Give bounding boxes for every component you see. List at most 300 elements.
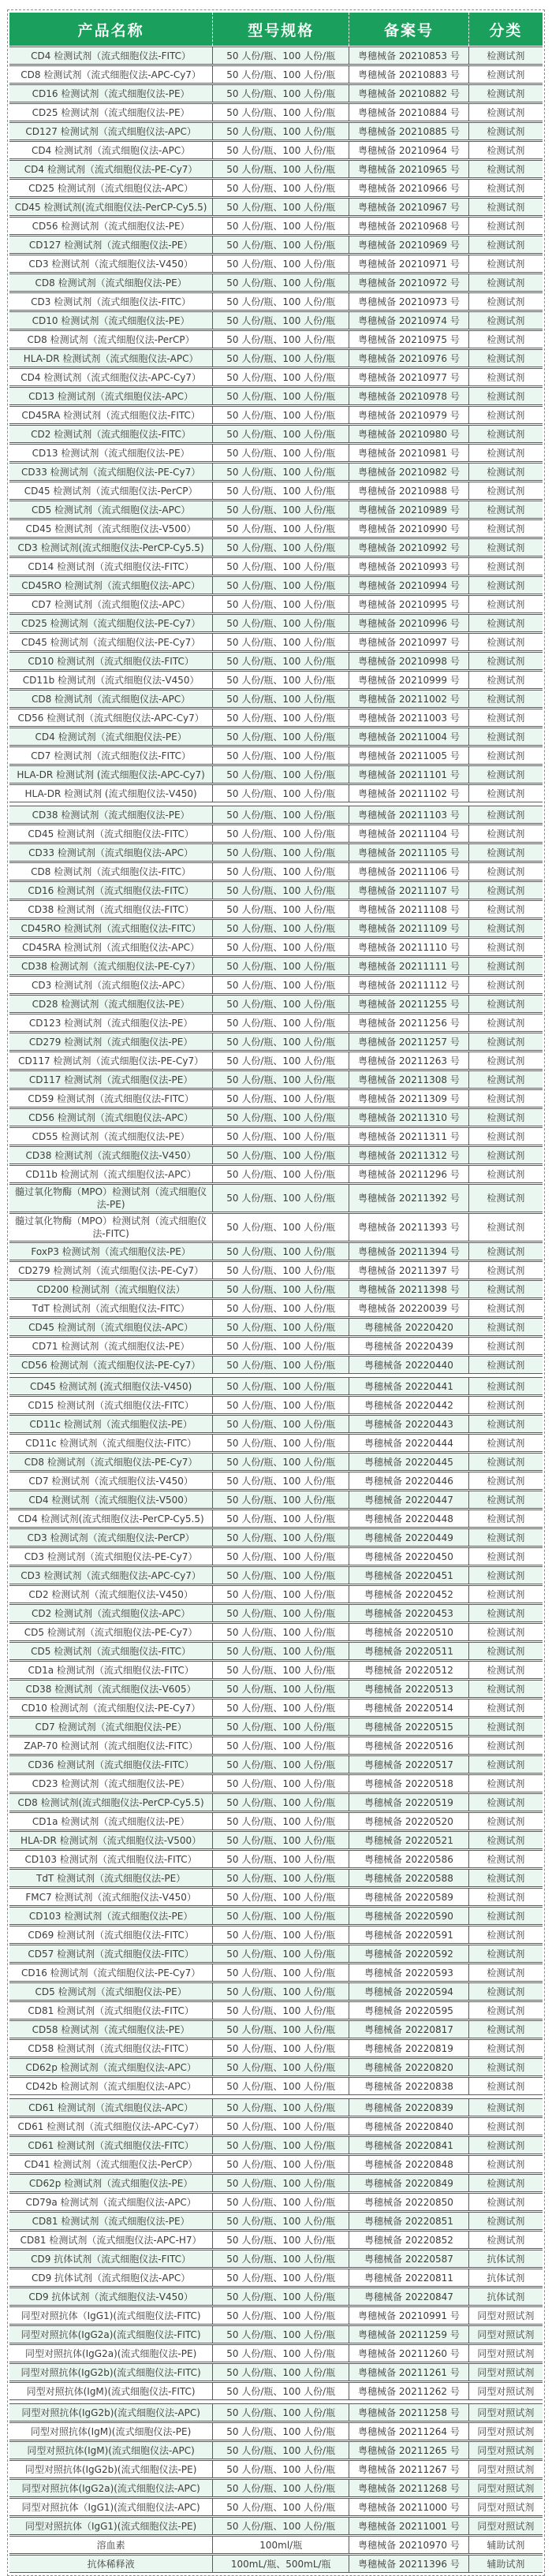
table-row: [9, 1831, 543, 1849]
spec-cell: 50 人份/瓶、100 人份/瓶: [213, 957, 349, 975]
product_name-cell: CD4 检测试剂（流式细胞仪法-FITC）: [9, 47, 213, 65]
spec-cell: 50 人份/瓶、100 人份/瓶: [213, 1184, 349, 1212]
table-row: [9, 1528, 543, 1547]
spec-cell: 50 人份/瓶、100 人份/瓶: [213, 2460, 349, 2478]
category-cell: 检测试剂: [469, 576, 543, 594]
category-cell: 检测试剂: [469, 2020, 543, 2038]
registration_no-cell: 粤穗械备 20211112 号: [349, 976, 468, 994]
product_name-cell: CD4 检测试剂（流式细胞仪法-PE）: [9, 728, 213, 746]
registration_no-cell: 粤穗械备 20210971 号: [349, 255, 468, 273]
spec-cell: 50 人份/瓶、100 人份/瓶: [213, 2363, 349, 2381]
category-cell: 检测试剂: [469, 47, 543, 65]
product_name-cell: CD9 抗体试剂（流式细胞仪法-V450）: [9, 2288, 213, 2306]
product_name-cell: CD2 检测试剂（流式细胞仪法-V450）: [9, 1585, 213, 1603]
registration_no-cell: 粤穗械备 20210999 号: [349, 671, 468, 689]
category-cell: 检测试剂: [469, 557, 543, 575]
table-row: [9, 1356, 543, 1374]
category-cell: 检测试剂: [469, 690, 543, 708]
spec-cell: 50 人份/瓶、100 人份/瓶: [213, 2212, 349, 2230]
spec-cell: 50 人份/瓶、100 人份/瓶: [213, 368, 349, 386]
spec-cell: 50 人份/瓶、100 人份/瓶: [213, 1434, 349, 1452]
product_name-cell: CD11c 检测试剂（流式细胞仪法-PE）: [9, 1415, 213, 1433]
table-row: [9, 368, 543, 386]
spec-cell: 50 人份/瓶、100 人份/瓶: [213, 746, 349, 765]
table-row: [9, 900, 543, 918]
product_name-cell: CD45 检测试剂（流式细胞仪法-FITC）: [9, 825, 213, 843]
spec-cell: 50 人份/瓶、100 人份/瓶: [213, 2344, 349, 2362]
registration_no-cell: 粤穗械备 20210966 号: [349, 179, 468, 197]
product_name-cell: CD69 检测试剂（流式细胞仪法-FITC）: [9, 1926, 213, 1944]
category-cell: 检测试剂: [469, 463, 543, 481]
spec-cell: 50 人份/瓶、100 人份/瓶: [213, 274, 349, 292]
registration_no-cell: 粤穗械备 20220517: [349, 1755, 468, 1774]
registration_no-cell: 粤穗械备 20211109 号: [349, 919, 468, 937]
product_name-cell: CD10 检测试剂（流式细胞仪法-FITC）: [9, 652, 213, 670]
category-cell: 检测试剂: [469, 2098, 543, 2116]
product_name-cell: 同型对照抗体（IgG1)(流式细胞仪法-FITC): [9, 2306, 213, 2325]
category-cell: 检测试剂: [469, 825, 543, 843]
product_name-cell: CD3 检测试剂（流式细胞仪法-FITC）: [9, 292, 213, 311]
category-cell: 检测试剂: [469, 938, 543, 956]
table-row: [9, 198, 543, 216]
table-page-5: [9, 2403, 543, 2574]
registration_no-cell: 粤穗械备 20210965 号: [349, 160, 468, 178]
column-header-spec: 型号规格: [213, 13, 349, 46]
spec-cell: 50 人份/瓶、100 人份/瓶: [213, 938, 349, 956]
registration_no-cell: 粤穗械备 20211265 号: [349, 2441, 468, 2459]
category-cell: 检测试剂: [469, 122, 543, 140]
category-cell: 检测试剂: [469, 728, 543, 746]
spec-cell: 50 人份/瓶、100 人份/瓶: [213, 2155, 349, 2173]
registration_no-cell: 粤穗械备 20211260 号: [349, 2344, 468, 2362]
registration_no-cell: 粤穗械备 20220586: [349, 1850, 468, 1868]
spec-cell: 50 人份/瓶、100 人份/瓶: [213, 1869, 349, 1887]
registration_no-cell: 粤穗械备 20211002 号: [349, 690, 468, 708]
product_name-cell: CD7 检测试剂（流式细胞仪法-APC）: [9, 595, 213, 613]
product_name-cell: CD57 检测试剂（流式细胞仪法-FITC）: [9, 1945, 213, 1963]
spec-cell: 50 人份/瓶、100 人份/瓶: [213, 671, 349, 689]
registration_no-cell: 粤穗械备 20220839: [349, 2098, 468, 2116]
registration_no-cell: 粤穗械备 20220516: [349, 1737, 468, 1755]
registration_no-cell: 粤穗械备 20211005 号: [349, 746, 468, 765]
product_name-cell: CD45RO 检测试剂（流式细胞仪法-APC）: [9, 576, 213, 594]
column-header-category: 分类: [469, 13, 543, 46]
spec-cell: 50 人份/瓶、100 人份/瓶: [213, 784, 349, 802]
spec-cell: 50 人份/瓶、100 人份/瓶: [213, 765, 349, 784]
registration_no-cell: 粤穗械备 20220589: [349, 1888, 468, 1906]
category-cell: 检测试剂: [469, 1318, 543, 1336]
registration_no-cell: 粤穗械备 20220851: [349, 2212, 468, 2230]
registration_no-cell: 粤穗械备 20210968 号: [349, 217, 468, 235]
product_name-cell: TdT 检测试剂（流式细胞仪法-PE）: [9, 1869, 213, 1887]
category-cell: 检测试剂: [469, 1982, 543, 2001]
spec-cell: 50 人份/瓶、100 人份/瓶: [213, 1280, 349, 1298]
category-cell: 检测试剂: [469, 1280, 543, 1298]
category-cell: 检测试剂: [469, 1242, 543, 1260]
spec-cell: 50 人份/瓶、100 人份/瓶: [213, 1377, 349, 1395]
spec-cell: 50 人份/瓶、100 人份/瓶: [213, 2117, 349, 2135]
spec-cell: 50 人份/瓶、100 人份/瓶: [213, 444, 349, 462]
registration_no-cell: 粤穗械备 20220447: [349, 1491, 468, 1509]
spec-cell: 50 人份/瓶、100 人份/瓶: [213, 1945, 349, 1963]
spec-cell: 50 人份/瓶、100 人份/瓶: [213, 2517, 349, 2535]
category-cell: 检测试剂: [469, 862, 543, 880]
category-cell: 检测试剂: [469, 1755, 543, 1774]
registration_no-cell: 粤穗械备 20220811: [349, 2269, 468, 2287]
registration_no-cell: 粤穗械备 20210990 号: [349, 519, 468, 538]
category-cell: 检测试剂: [469, 1888, 543, 1906]
category-cell: 检测试剂: [469, 2174, 543, 2192]
category-cell: 检测试剂: [469, 1472, 543, 1490]
product_name-cell: HLA-DR 检测试剂（流式细胞仪法-V500）: [9, 1831, 213, 1849]
table-row: [9, 919, 543, 937]
spec-cell: 50 人份/瓶、100 人份/瓶: [213, 2288, 349, 2306]
category-cell: 检测试剂: [469, 1661, 543, 1679]
table-row: [9, 1566, 543, 1584]
table-row: [9, 1491, 543, 1509]
table-row: [9, 2212, 543, 2230]
registration_no-cell: 粤穗械备 20211268 号: [349, 2479, 468, 2497]
table-row: [9, 1680, 543, 1698]
category-cell: 检测试剂: [469, 1680, 543, 1698]
table-row: [9, 728, 543, 746]
table-page-4: [9, 2098, 543, 2401]
registration_no-cell: 粤穗械备 20211004 号: [349, 728, 468, 746]
registration_no-cell: 粤穗械备 20211264 号: [349, 2422, 468, 2440]
table-row: [9, 843, 543, 862]
registration_no-cell: 粤穗械备 20220848: [349, 2155, 468, 2173]
table-row: [9, 1509, 543, 1528]
product_name-cell: CD62p 检测试剂（流式细胞仪法-PE）: [9, 2174, 213, 2192]
product_name-cell: CD11c 检测试剂（流式细胞仪法-FITC）: [9, 1434, 213, 1452]
product-registration-table: [7, 9, 545, 2576]
spec-cell: 50 人份/瓶、100 人份/瓶: [213, 2001, 349, 2019]
product_name-cell: CD71 检测试剂（流式细胞仪法-PE）: [9, 1337, 213, 1355]
product_name-cell: CD10 检测试剂（流式细胞仪法-PE-Cy7）: [9, 1699, 213, 1717]
registration_no-cell: 粤穗械备 20211396 号: [349, 2555, 468, 2573]
spec-cell: 50 人份/瓶、100 人份/瓶: [213, 614, 349, 632]
registration_no-cell: 粤穗械备 20211263 号: [349, 1052, 468, 1070]
spec-cell: 50 人份/瓶、100 人份/瓶: [213, 1528, 349, 1547]
category-cell: 同型对照试剂: [469, 2363, 543, 2381]
registration_no-cell: 粤穗械备 20220514: [349, 1699, 468, 1717]
spec-cell: 50 人份/瓶、100 人份/瓶: [213, 2382, 349, 2400]
registration_no-cell: 粤穗械备 20220595: [349, 2001, 468, 2019]
registration_no-cell: 粤穗械备 20211310 号: [349, 1108, 468, 1126]
spec-cell: 50 人份/瓶、100 人份/瓶: [213, 141, 349, 159]
table-row: [9, 179, 543, 197]
product_name-cell: CD3 检测试剂（流式细胞仪法-PE-Cy7）: [9, 1547, 213, 1565]
category-cell: 检测试剂: [469, 1964, 543, 1982]
category-cell: 同型对照试剂: [469, 2479, 543, 2497]
category-cell: 同型对照试剂: [469, 2382, 543, 2400]
product_name-cell: CD61 检测试剂（流式细胞仪法-APC-Cy7）: [9, 2117, 213, 2135]
table-row: [9, 1737, 543, 1755]
category-cell: 检测试剂: [469, 1146, 543, 1164]
category-cell: 检测试剂: [469, 1491, 543, 1509]
table-row: [9, 1089, 543, 1107]
product_name-cell: 同型对照抗体(IgM)(流式细胞仪法-FITC): [9, 2382, 213, 2400]
registration_no-cell: 粤穗械备 20220850: [349, 2193, 468, 2211]
product_name-cell: TdT 检测试剂（流式细胞仪法-FITC）: [9, 1299, 213, 1317]
registration_no-cell: 粤穗械备 20220838: [349, 2077, 468, 2095]
table-row: [9, 1033, 543, 1051]
table-row: [9, 1964, 543, 1982]
product_name-cell: CD16 检测试剂（流式细胞仪法-PE-Cy7）: [9, 1964, 213, 1982]
spec-cell: 50 人份/瓶、100 人份/瓶: [213, 1299, 349, 1317]
product_name-cell: CD42b 检测试剂（流式细胞仪法-APC）: [9, 2077, 213, 2095]
registration_no-cell: 粤穗械备 20220817: [349, 2020, 468, 2038]
spec-cell: 50 人份/瓶、100 人份/瓶: [213, 1831, 349, 1849]
product_name-cell: CD103 检测试剂（流式细胞仪法-FITC）: [9, 1850, 213, 1868]
table-row: [9, 1165, 543, 1183]
spec-cell: 50 人份/瓶、100 人份/瓶: [213, 1213, 349, 1241]
category-cell: 抗体试剂: [469, 2250, 543, 2268]
registration_no-cell: 粤穗械备 20211259 号: [349, 2325, 468, 2343]
spec-cell: 50 人份/瓶、100 人份/瓶: [213, 1623, 349, 1641]
product_name-cell: 同型对照抗体(IgG2a)(流式细胞仪法-APC): [9, 2479, 213, 2497]
column-header-product_name: 产品名称: [9, 13, 213, 46]
registration_no-cell: 粤穗械备 20220587: [349, 2250, 468, 2268]
registration_no-cell: 粤穗械备 20220453: [349, 1604, 468, 1622]
category-cell: 检测试剂: [469, 1165, 543, 1183]
registration_no-cell: 粤穗械备 20211257 号: [349, 1033, 468, 1051]
product_name-cell: CD4 检测试剂（流式细胞仪法-APC-Cy7）: [9, 368, 213, 386]
product_name-cell: CD38 检测试剂（流式细胞仪法-PE）: [9, 806, 213, 824]
header-row: [9, 13, 543, 46]
category-cell: 检测试剂: [469, 1052, 543, 1070]
registration_no-cell: 粤穗械备 20210989 号: [349, 501, 468, 519]
category-cell: 检测试剂: [469, 1014, 543, 1032]
category-cell: 检测试剂: [469, 179, 543, 197]
product_name-cell: CD58 检测试剂（流式细胞仪法-PE）: [9, 2020, 213, 2038]
category-cell: 检测试剂: [469, 806, 543, 824]
registration_no-cell: 粤穗械备 20220510: [349, 1623, 468, 1641]
category-cell: 检测试剂: [469, 1509, 543, 1528]
product_name-cell: CD38 检测试剂（流式细胞仪法-FITC）: [9, 900, 213, 918]
registration_no-cell: 粤穗械备 20211107 号: [349, 881, 468, 899]
spec-cell: 50 人份/瓶、100 人份/瓶: [213, 1566, 349, 1584]
category-cell: 检测试剂: [469, 957, 543, 975]
category-cell: 同型对照试剂: [469, 2403, 543, 2422]
product_name-cell: CD2 检测试剂（流式细胞仪法-FITC）: [9, 425, 213, 443]
registration_no-cell: 粤穗械备 20220451: [349, 1566, 468, 1584]
table-row: [9, 501, 543, 519]
product_name-cell: 同型对照抗体(IgG2a)(流式细胞仪法-FITC): [9, 2325, 213, 2343]
category-cell: 检测试剂: [469, 2077, 543, 2095]
table-row: [9, 2479, 543, 2497]
product_name-cell: CD25 检测试剂（流式细胞仪法-PE-Cy7）: [9, 614, 213, 632]
table-row: [9, 957, 543, 975]
table-row: [9, 444, 543, 462]
product_name-cell: CD45 检测试剂(流式细胞仪法-PerCP-Cy5.5): [9, 198, 213, 216]
category-cell: 检测试剂: [469, 1377, 543, 1395]
spec-cell: 50 人份/瓶、100 人份/瓶: [213, 1964, 349, 1982]
table-row: [9, 47, 543, 65]
registration_no-cell: 粤穗械备 20220591: [349, 1926, 468, 1944]
product_name-cell: HLA-DR 检测试剂 (流式细胞仪法-APC-Cy7): [9, 765, 213, 784]
category-cell: 检测试剂: [469, 2001, 543, 2019]
category-cell: 检测试剂: [469, 633, 543, 651]
spec-cell: 50 人份/瓶、100 人份/瓶: [213, 406, 349, 424]
category-cell: 检测试剂: [469, 1737, 543, 1755]
table-row: [9, 2136, 543, 2154]
category-cell: 检测试剂: [469, 1089, 543, 1107]
table-row: [9, 2382, 543, 2400]
spec-cell: 50 人份/瓶、100 人份/瓶: [213, 2136, 349, 2154]
table-row: [9, 2403, 543, 2422]
category-cell: 检测试剂: [469, 1547, 543, 1565]
category-cell: 同型对照试剂: [469, 2325, 543, 2343]
category-cell: 检测试剂: [469, 1869, 543, 1887]
spec-cell: 50 人份/瓶、100 人份/瓶: [213, 65, 349, 84]
product_name-cell: CD81 检测试剂（流式细胞仪法-FITC）: [9, 2001, 213, 2019]
spec-cell: 50 人份/瓶、100 人份/瓶: [213, 1585, 349, 1603]
product_name-cell: CD25 检测试剂（流式细胞仪法-APC）: [9, 179, 213, 197]
spec-cell: 50 人份/瓶、100 人份/瓶: [213, 862, 349, 880]
product_name-cell: CD3 检测试剂（流式细胞仪法-PerCP）: [9, 1528, 213, 1547]
registration_no-cell: 粤穗械备 20210967 号: [349, 198, 468, 216]
table-row: [9, 2441, 543, 2459]
spec-cell: 50 人份/瓶、100 人份/瓶: [213, 122, 349, 140]
registration_no-cell: 粤穗械备 20210988 号: [349, 482, 468, 500]
table-row: [9, 633, 543, 651]
table-row: [9, 2306, 543, 2325]
spec-cell: 50 人份/瓶、100 人份/瓶: [213, 2077, 349, 2095]
registration_no-cell: 粤穗械备 20210883 号: [349, 65, 468, 84]
spec-cell: 50 人份/瓶、100 人份/瓶: [213, 1070, 349, 1089]
table-row: [9, 1547, 543, 1565]
table-page-2: [9, 805, 543, 1375]
table-row: [9, 881, 543, 899]
spec-cell: 50 人份/瓶、100 人份/瓶: [213, 1699, 349, 1717]
category-cell: 检测试剂: [469, 1585, 543, 1603]
table-row: [9, 1242, 543, 1260]
category-cell: 检测试剂: [469, 1033, 543, 1051]
product_name-cell: 同型对照抗体（IgG1)(流式细胞仪法-PE): [9, 2517, 213, 2535]
registration_no-cell: 粤穗械备 20211311 号: [349, 1127, 468, 1145]
table-row: [9, 1318, 543, 1336]
spec-cell: 50 人份/瓶、100 人份/瓶: [213, 1356, 349, 1374]
spec-cell: 50 人份/瓶、100 人份/瓶: [213, 1755, 349, 1774]
spec-cell: 50 人份/瓶、100 人份/瓶: [213, 425, 349, 443]
category-cell: 检测试剂: [469, 900, 543, 918]
table-row: [9, 2325, 543, 2343]
product_name-cell: HLA-DR 检测试剂 (流式细胞仪法-V450): [9, 784, 213, 802]
product_name-cell: CD7 检测试剂（流式细胞仪法-FITC）: [9, 746, 213, 765]
product_name-cell: CD38 检测试剂（流式细胞仪法-V450）: [9, 1146, 213, 1164]
product_name-cell: CD45 检测试剂 (流式细胞仪法-V450): [9, 1377, 213, 1395]
product_name-cell: 同型对照抗体（IgG1)(流式细胞仪法-APC): [9, 2498, 213, 2516]
registration_no-cell: 粤穗械备 20211103 号: [349, 806, 468, 824]
spec-cell: 50 人份/瓶、100 人份/瓶: [213, 538, 349, 557]
registration_no-cell: 粤穗械备 20211000 号: [349, 2498, 468, 2516]
spec-cell: 50 人份/瓶、100 人份/瓶: [213, 2250, 349, 2268]
category-cell: 检测试剂: [469, 1396, 543, 1414]
spec-cell: 100ml/瓶: [213, 2536, 349, 2554]
spec-cell: 50 人份/瓶、100 人份/瓶: [213, 976, 349, 994]
category-cell: 检测试剂: [469, 387, 543, 405]
spec-cell: 50 人份/瓶、100 人份/瓶: [213, 1509, 349, 1528]
product_name-cell: ZAP-70 检测试剂（流式细胞仪法-FITC）: [9, 1737, 213, 1755]
registration_no-cell: 粤穗械备 20211261 号: [349, 2363, 468, 2381]
registration_no-cell: 粤穗械备 20220820: [349, 2058, 468, 2076]
registration_no-cell: 粤穗械备 20220841: [349, 2136, 468, 2154]
spec-cell: 50 人份/瓶、100 人份/瓶: [213, 103, 349, 121]
registration_no-cell: 粤穗械备 20220441: [349, 1377, 468, 1395]
product_name-cell: 抗体稀释液: [9, 2555, 213, 2573]
table-row: [9, 2193, 543, 2211]
registration_no-cell: 粤穗械备 20220445: [349, 1453, 468, 1471]
table-row: [9, 825, 543, 843]
spec-cell: 50 人份/瓶、100 人份/瓶: [213, 1850, 349, 1868]
product_name-cell: CD10 检测试剂（流式细胞仪法-PE）: [9, 311, 213, 329]
registration_no-cell: 粤穗械备 20210978 号: [349, 387, 468, 405]
product_name-cell: CD55 检测试剂（流式细胞仪法-PE）: [9, 1127, 213, 1145]
product_name-cell: CD16 检测试剂（流式细胞仪法-FITC）: [9, 881, 213, 899]
registration_no-cell: 粤穗械备 20220443: [349, 1415, 468, 1433]
product_name-cell: CD1a 检测试剂（流式细胞仪法-FITC）: [9, 1661, 213, 1679]
category-cell: 检测试剂: [469, 1623, 543, 1641]
table-row: [9, 2058, 543, 2076]
registration_no-cell: 粤穗械备 20220840: [349, 2117, 468, 2135]
registration_no-cell: 粤穗械备 20210977 号: [349, 368, 468, 386]
registration_no-cell: 粤穗械备 20210993 号: [349, 557, 468, 575]
table-row: [9, 2344, 543, 2362]
product_name-cell: 髓过氧化物酶（MPO）检测试剂（流式细胞仪法-FITC): [9, 1213, 213, 1241]
product_name-cell: CD8 检测试剂（流式细胞仪法-APC）: [9, 690, 213, 708]
spec-cell: 50 人份/瓶、100 人份/瓶: [213, 709, 349, 727]
spec-cell: 50 人份/瓶、100 人份/瓶: [213, 881, 349, 899]
table-row: [9, 1014, 543, 1032]
registration_no-cell: 粤穗械备 20220588: [349, 1869, 468, 1887]
registration_no-cell: 粤穗械备 20220450: [349, 1547, 468, 1565]
registration_no-cell: 粤穗械备 20220819: [349, 2039, 468, 2057]
table-row: [9, 557, 543, 575]
product_name-cell: CD25 检测试剂（流式细胞仪法-PE）: [9, 103, 213, 121]
table-row: [9, 1337, 543, 1355]
spec-cell: 50 人份/瓶、100 人份/瓶: [213, 501, 349, 519]
product_name-cell: CD117 检测试剂（流式细胞仪法-PE-Cy7）: [9, 1052, 213, 1070]
spec-cell: 50 人份/瓶、100 人份/瓶: [213, 576, 349, 594]
spec-cell: 50 人份/瓶、100 人份/瓶: [213, 2306, 349, 2325]
category-cell: 检测试剂: [469, 784, 543, 802]
spec-cell: 50 人份/瓶、100 人份/瓶: [213, 2498, 349, 2516]
table-row: [9, 217, 543, 235]
table-row: [9, 765, 543, 784]
category-cell: 检测试剂: [469, 1699, 543, 1717]
table-row: [9, 330, 543, 348]
registration_no-cell: 粤穗械备 20210998 号: [349, 652, 468, 670]
spec-cell: 50 人份/瓶、100 人份/瓶: [213, 519, 349, 538]
category-cell: 检测试剂: [469, 482, 543, 500]
spec-cell: 50 人份/瓶、100 人份/瓶: [213, 2020, 349, 2038]
table-row: [9, 1299, 543, 1317]
registration_no-cell: 粤穗械备 20210882 号: [349, 84, 468, 102]
product_name-cell: CD127 检测试剂（流式细胞仪法-APC）: [9, 122, 213, 140]
registration_no-cell: 粤穗械备 20210973 号: [349, 292, 468, 311]
spec-cell: 50 人份/瓶、100 人份/瓶: [213, 652, 349, 670]
product_name-cell: CD59 检测试剂（流式细胞仪法-FITC）: [9, 1089, 213, 1107]
registration_no-cell: 粤穗械备 20220520: [349, 1812, 468, 1830]
table-row: [9, 103, 543, 121]
product_name-cell: CD41 检测试剂（流式细胞仪法-PerCP）: [9, 2155, 213, 2173]
category-cell: 同型对照试剂: [469, 2306, 543, 2325]
spec-cell: 50 人份/瓶、100 人份/瓶: [213, 1127, 349, 1145]
category-cell: 检测试剂: [469, 1812, 543, 1830]
registration_no-cell: 粤穗械备 20210981 号: [349, 444, 468, 462]
category-cell: 同型对照试剂: [469, 2517, 543, 2535]
